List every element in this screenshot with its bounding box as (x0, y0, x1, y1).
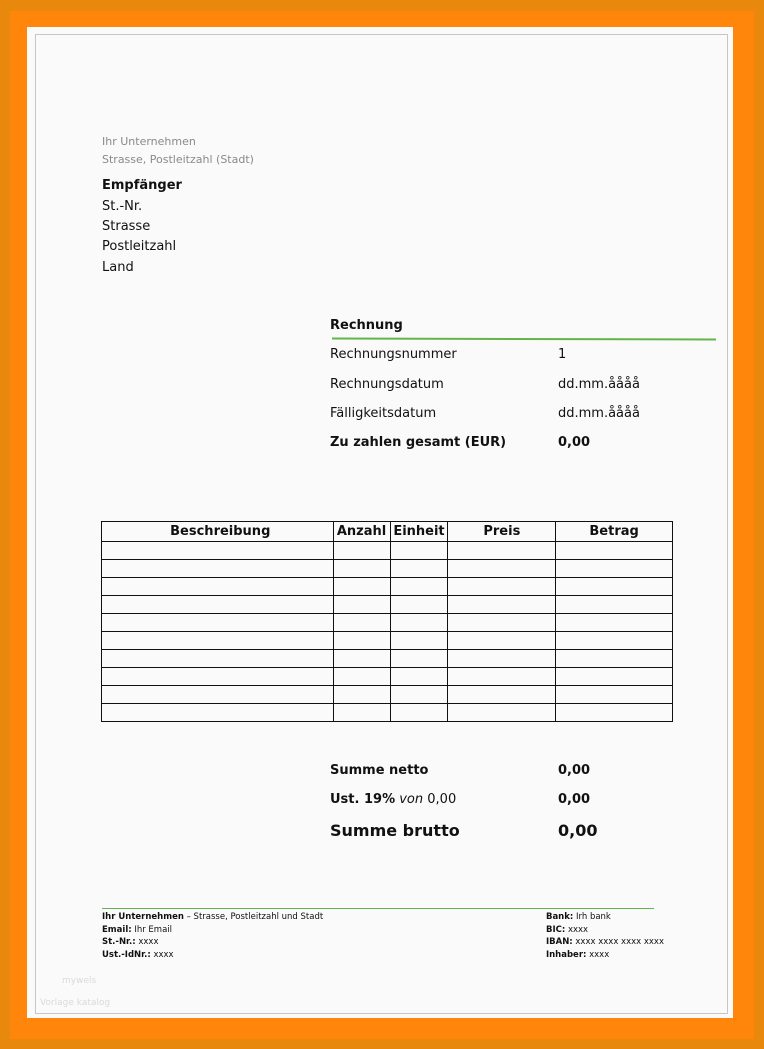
table-cell (333, 560, 390, 578)
footer-company-address: – Strasse, Postleitzahl und Stadt (183, 912, 324, 922)
table-cell (556, 614, 673, 632)
table-cell (102, 578, 334, 596)
table-cell (556, 650, 673, 668)
table-row (102, 596, 673, 614)
footer-stnr-line (102, 936, 323, 949)
table-cell (333, 542, 390, 560)
footer-iban-value: xxxx xxxx xxxx xxxx (572, 937, 664, 948)
footer-divider (102, 908, 654, 909)
recipient-line-street: Strasse (102, 219, 151, 234)
watermark-caption: Vorlage katalog (40, 998, 111, 1008)
table-cell (333, 632, 390, 650)
table-header-row (102, 522, 673, 542)
footer-ustid-label: Ust.-IdNr.: (102, 949, 151, 960)
vat-base: 0,00 (427, 792, 457, 807)
recipient-name: Empfänger (102, 178, 182, 193)
table-cell (390, 704, 448, 722)
table-cell (556, 704, 673, 722)
footer-email-label: Email: (102, 924, 132, 935)
table-row (102, 560, 673, 578)
sender-address: Strasse, Postleitzahl (Stadt) (102, 153, 254, 166)
table-cell (333, 704, 390, 722)
table-cell (448, 578, 556, 596)
table-cell (333, 650, 390, 668)
table-cell (333, 686, 390, 704)
footer-bank-value: Irh bank (573, 912, 611, 922)
table-cell (102, 650, 334, 668)
table-cell (390, 542, 448, 560)
invoice-heading: Rechnung (330, 318, 403, 333)
column-header-description: Beschreibung (102, 522, 334, 542)
table-cell (448, 632, 556, 650)
table-row (102, 650, 673, 668)
table-cell (102, 686, 334, 704)
footer-owner-line (546, 949, 664, 962)
table-row (102, 686, 673, 704)
table-row (102, 614, 673, 632)
table-cell (448, 596, 556, 614)
invoice-date-label: Rechnungsdatum (330, 377, 444, 392)
footer-right (546, 911, 664, 961)
sender-company: Ihr Unternehmen (102, 135, 196, 148)
table-cell (448, 614, 556, 632)
table-cell (102, 632, 334, 650)
footer-bank-line (546, 911, 664, 924)
footer-email-line (102, 924, 323, 937)
table-cell (390, 578, 448, 596)
column-header-price: Preis (448, 522, 556, 542)
table-row (102, 632, 673, 650)
footer-company: Ihr Unternehmen (102, 912, 184, 922)
footer-company-line (102, 911, 323, 924)
vat-label (330, 792, 456, 807)
table-cell (333, 614, 390, 632)
table-cell (333, 578, 390, 596)
table-cell (333, 668, 390, 686)
table-cell (448, 650, 556, 668)
table-cell (102, 560, 334, 578)
table-cell (390, 560, 448, 578)
table-cell (390, 668, 448, 686)
table-cell (556, 596, 673, 614)
watermark-brand: mywels (62, 976, 97, 986)
invoice-number-value: 1 (558, 347, 567, 362)
column-header-unit: Einheit (390, 522, 448, 542)
table-cell (102, 596, 334, 614)
recipient-line-zip: Postleitzahl (102, 239, 177, 254)
line-items-body (102, 542, 673, 722)
footer-email-value: Ihr Email (131, 924, 173, 935)
table-cell (390, 596, 448, 614)
invoice-number-label: Rechnungsnummer (330, 347, 457, 362)
table-cell (448, 668, 556, 686)
table-cell (448, 686, 556, 704)
due-date-value: dd.mm.åååå (558, 406, 640, 421)
column-header-quantity: Anzahl (333, 522, 390, 542)
table-cell (102, 614, 334, 632)
table-cell (556, 668, 673, 686)
table-cell (390, 650, 448, 668)
vat-rate: Ust. 19% (330, 792, 396, 807)
table-row (102, 668, 673, 686)
gross-total-label: Summe brutto (330, 821, 460, 840)
recipient-line-country: Land (102, 260, 134, 275)
recipient-line-tax: St.-Nr. (102, 199, 143, 214)
footer-ustid-line (102, 949, 323, 962)
footer-owner-label: Inhaber: (545, 949, 587, 960)
column-header-amount: Betrag (556, 522, 673, 542)
footer-left (102, 911, 323, 961)
net-total-label: Summe netto (330, 763, 429, 778)
footer-stnr-label: St.-Nr.: (102, 937, 136, 948)
footer-stnr-value: xxxx (135, 937, 159, 948)
table-row (102, 542, 673, 560)
table-cell (333, 596, 390, 614)
footer-bic-value: xxxx (565, 924, 589, 935)
footer-owner-value: xxxx (586, 949, 610, 960)
amount-due-value: 0,00 (558, 435, 591, 450)
gross-total-value: 0,00 (558, 821, 598, 840)
table-cell (102, 668, 334, 686)
amount-due-label: Zu zahlen gesamt (EUR) (330, 435, 507, 450)
table-cell (102, 704, 334, 722)
footer-bank-label: Bank: (545, 912, 574, 922)
vat-of-word: von (399, 792, 424, 807)
table-cell (448, 560, 556, 578)
table-cell (390, 686, 448, 704)
footer-iban-line (546, 936, 664, 949)
table-cell (556, 632, 673, 650)
table-cell (448, 704, 556, 722)
table-cell (556, 560, 673, 578)
table-cell (556, 542, 673, 560)
footer-iban-label: IBAN: (545, 937, 573, 948)
footer-bic-label: BIC: (545, 924, 566, 935)
table-cell (102, 542, 334, 560)
table-cell (390, 632, 448, 650)
footer-ustid-value: xxxx (150, 949, 174, 960)
table-cell (556, 578, 673, 596)
table-cell (390, 614, 448, 632)
table-cell (448, 542, 556, 560)
invoice-date-value: dd.mm.åååå (558, 377, 640, 392)
due-date-label: Fälligkeitsdatum (330, 406, 437, 421)
line-items-table (101, 521, 673, 722)
table-cell (556, 686, 673, 704)
footer-bic-line (546, 924, 664, 937)
table-row (102, 704, 673, 722)
net-total-value: 0,00 (558, 763, 591, 778)
vat-value: 0,00 (558, 792, 591, 807)
table-row (102, 578, 673, 596)
